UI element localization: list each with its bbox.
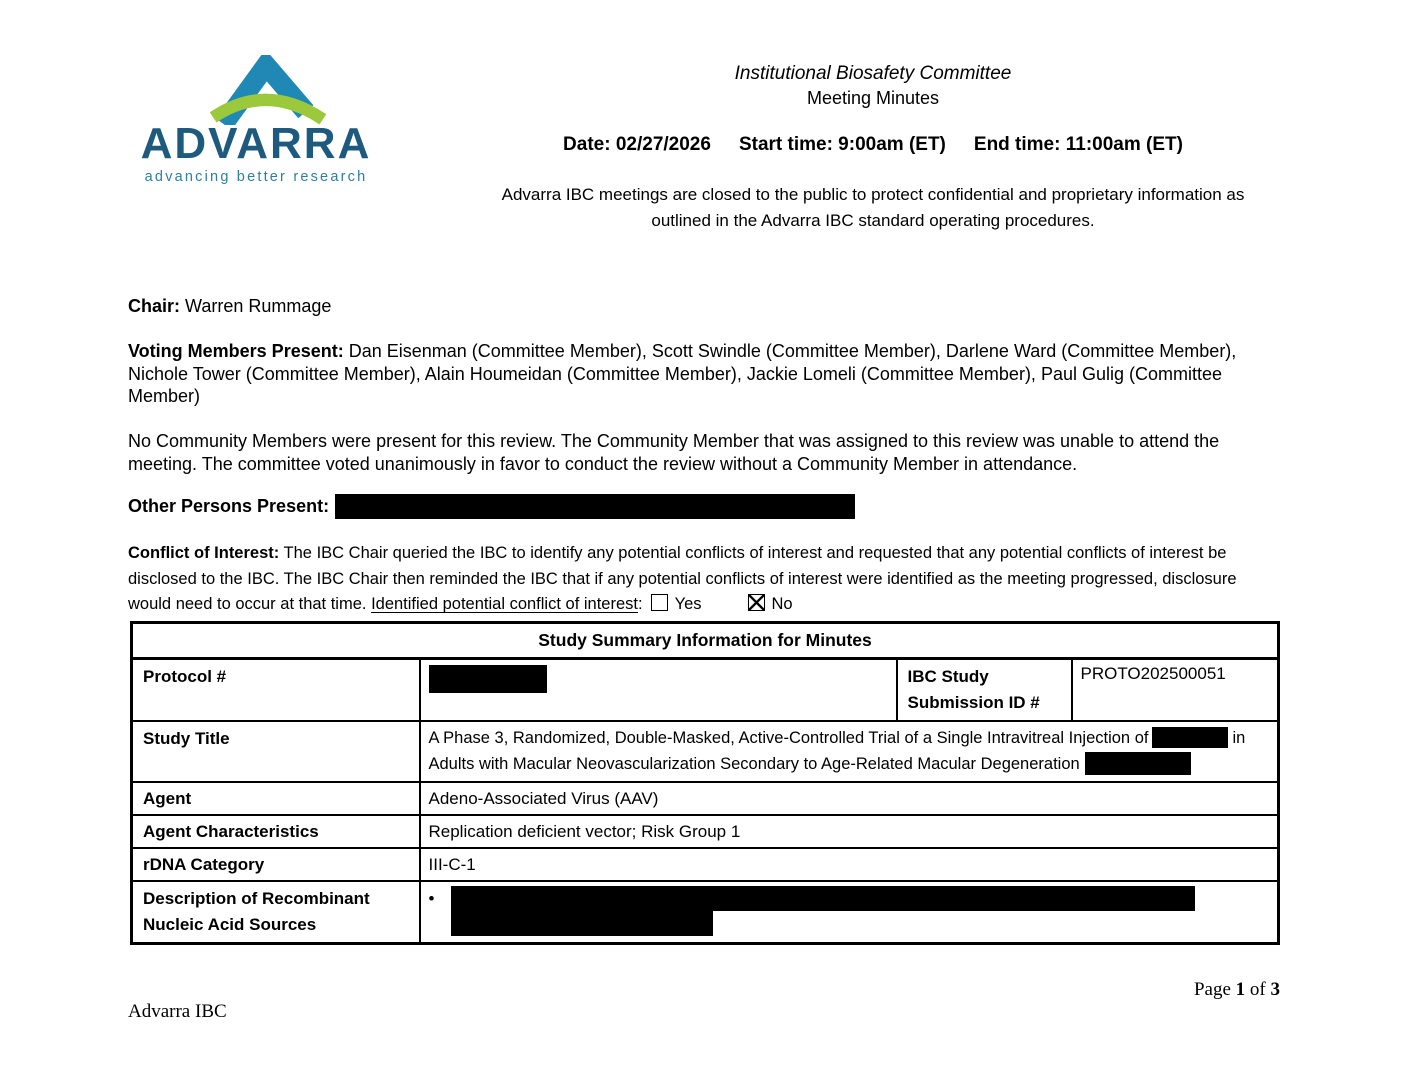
- agent-characteristics-row: [132, 815, 1279, 848]
- conflict-of-interest-paragraph: [128, 541, 1284, 618]
- total-pages: 3: [1270, 979, 1280, 1000]
- no-checkbox: [748, 594, 765, 611]
- chair-line: [128, 295, 1282, 318]
- of-label: of: [1249, 979, 1266, 1000]
- protocol-value-cell: [420, 659, 897, 722]
- study-title-text-1: A Phase 3, Randomized, Double-Masked, Active-Controlled Trial of a Single Intravitreal Injection of: [428, 729, 1149, 747]
- study-title-row: [132, 721, 1279, 782]
- redaction: [1152, 727, 1228, 748]
- agent-label: Agent: [132, 782, 420, 815]
- document-title: Institutional Biosafety Committee: [734, 63, 1012, 84]
- redaction: [429, 665, 547, 693]
- conflict-colon: :: [637, 595, 643, 613]
- redaction: [451, 886, 1195, 911]
- ibc-study-id-value: PROTO202500051: [1072, 659, 1279, 722]
- page-number: 1: [1235, 979, 1246, 1000]
- table-title: Study Summary Information for Minutes: [132, 623, 1279, 659]
- meeting-date: Date: 02/27/2026: [563, 134, 711, 155]
- document-header: [440, 62, 1306, 234]
- description-label: Description of Recombinant Nucleic Acid Sources: [132, 881, 420, 944]
- redaction: [1085, 752, 1191, 775]
- logo-brand-text: ADVARRA: [140, 119, 372, 168]
- rdna-category-value: III-C-1: [420, 848, 1279, 881]
- voting-members-list: Dan Eisenman (Committee Member), Scott Swindle (Committee Member), Darlene Ward (Committee Member), Nichole Tower (Committee Member), Alain Houmeidan (Committee Member), Jackie Lomeli (Committee Member), Paul Gulig (Committee Member): [128, 341, 1237, 406]
- other-persons-line: [128, 494, 1282, 519]
- chair-label: Chair:: [128, 296, 181, 316]
- logo-tagline: advancing better research: [144, 169, 368, 185]
- confidentiality-disclaimer: Advarra IBC meetings are closed to the public to protect confidential and proprietary information as outlined in the Advarra IBC standard operating procedures.: [501, 185, 1245, 230]
- agent-value: Adeno-Associated Virus (AAV): [420, 782, 1279, 815]
- voting-members-label: Voting Members Present:: [128, 341, 344, 361]
- document-subtitle: Meeting Minutes: [806, 88, 940, 108]
- redaction: [335, 494, 855, 519]
- footer-org: Advarra IBC: [128, 1001, 227, 1022]
- protocol-row: [132, 659, 1279, 722]
- yes-checkbox: [651, 594, 668, 611]
- redaction: [451, 911, 713, 936]
- study-title-value: [420, 721, 1279, 782]
- study-summary-table: [130, 621, 1280, 945]
- page-number-line: [980, 979, 1280, 1001]
- page-label: Page: [1193, 979, 1231, 1000]
- voting-members-paragraph: [128, 340, 1282, 408]
- agent-row: [132, 782, 1279, 815]
- ibc-study-id-label: IBC Study Submission ID #: [897, 659, 1072, 722]
- conflict-text: The IBC Chair queried the IBC to identify any potential conflicts of interest and requested that any potential conflicts of interest be disclosed to the IBC. The IBC Chair then reminded the IBC that if any potential conflicts of interest were identified as the meeting progressed, disclosure would need to occur at that time.: [128, 544, 1237, 613]
- meeting-date-line: [440, 132, 1306, 158]
- community-member-note: No Community Members were present for this review. The Community Member that was assigned to this review was unable to attend the meeting. The committee voted unanimously in favor to conduct the review without a Community Member in attendance.: [128, 431, 1220, 474]
- yes-label: Yes: [674, 595, 702, 613]
- agent-characteristics-value: Replication deficient vector; Risk Group 1: [420, 815, 1279, 848]
- study-title-text-2: in Adults with Macular Neovascularization Secondary to Age-Related Macular Degeneration: [428, 729, 1246, 773]
- conflict-question: Identified potential conflict of interest: [371, 595, 638, 613]
- meeting-start-time: Start time: 9:00am (ET): [738, 134, 946, 155]
- rdna-category-row: [132, 848, 1279, 881]
- agent-characteristics-label: Agent Characteristics: [132, 815, 420, 848]
- conflict-label: Conflict of Interest:: [128, 544, 280, 562]
- bullet-icon: •: [428, 889, 435, 908]
- description-row: [132, 881, 1279, 944]
- rdna-category-label: rDNA Category: [132, 848, 420, 881]
- table-title-row: [132, 623, 1279, 659]
- advarra-logo: [140, 55, 372, 187]
- study-title-label: Study Title: [132, 721, 420, 782]
- description-value-cell: [420, 881, 1279, 944]
- meeting-end-time: End time: 11:00am (ET): [973, 134, 1183, 155]
- protocol-label: Protocol #: [132, 659, 420, 722]
- other-persons-label: Other Persons Present:: [128, 496, 330, 516]
- no-label: No: [771, 595, 793, 613]
- chair-name: Warren Rummage: [185, 296, 332, 316]
- advarra-logo-mark-icon: [210, 55, 326, 125]
